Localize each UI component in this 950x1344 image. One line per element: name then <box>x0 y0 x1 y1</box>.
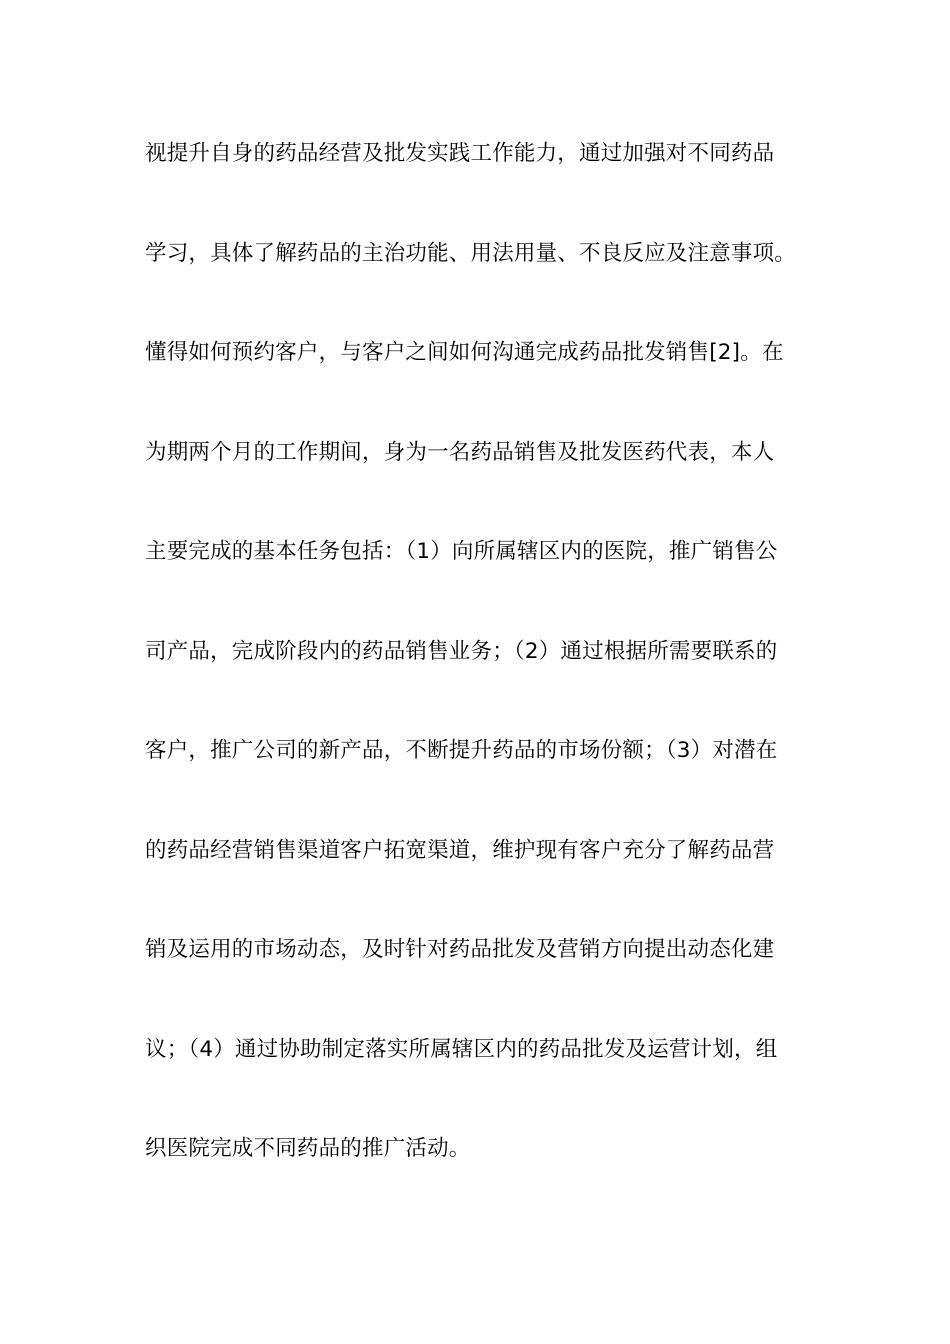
text-line: 视提升自身的药品经营及批发实践工作能力，通过加强对不同药品 <box>145 141 775 166</box>
text-line: 为期两个月的工作期间，身为一名药品销售及批发医药代表，本人 <box>145 439 775 465</box>
body-paragraph <box>145 128 825 1223</box>
text-line: 司产品，完成阶段内的药品销售业务；（2）通过根据所需要联系的 <box>145 638 778 664</box>
text-line: 的药品经营销售渠道客户拓宽渠道，维护现有客户充分了解药品营 <box>145 837 775 863</box>
text-line: 懂得如何预约客户，与客户之间如何沟通完成药品批发销售[2]。在 <box>145 340 784 365</box>
text-line: 主要完成的基本任务包括：（1）向所属辖区内的医院，推广销售公 <box>145 539 778 564</box>
text-line: 客户，推广公司的新产品，不断提升药品的市场份额；（3）对潜在 <box>145 738 778 763</box>
text-line: 议；（4）通过协助制定落实所属辖区内的药品批发及运营计划，组 <box>145 1036 778 1062</box>
text-line: 织医院完成不同药品的推广活动。 <box>145 1136 471 1161</box>
text-line: 销及运用的市场动态，及时针对药品批发及营销方向提出动态化建 <box>145 937 775 962</box>
text-line: 学习，具体了解药品的主治功能、用法用量、不良反应及注意事项。 <box>145 240 797 266</box>
